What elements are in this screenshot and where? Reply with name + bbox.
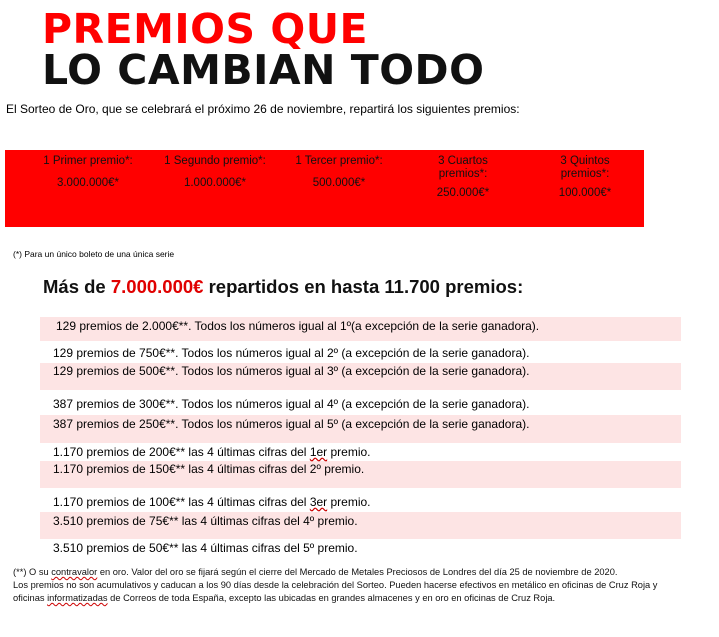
- prize-label: 1 Tercer premio*:: [295, 155, 383, 167]
- footnote-text: de Correos de toda España, excepto las ubicadas en grandes almacenes y en oro en oficinas de Cruz Roja.: [107, 593, 556, 603]
- prize-value: 250.000€*: [436, 187, 490, 200]
- headline: [43, 276, 523, 298]
- footnote-line2: Los premios no son acumulativos y caducan a los 90 días desde la celebración del Sorteo. Pueden hacerse efectivos en metálico en oficinas de Cruz Roja y: [13, 580, 658, 590]
- single-ticket-note: (*) Para un único boleto de una única serie: [13, 249, 175, 259]
- prize-row: 387 premios de 300€**. Todos los números igual al 4º (a excepción de la serie ganadora).: [53, 397, 530, 411]
- row-text-marked: 3er: [309, 495, 328, 509]
- footnote-text: en oro. Valor del oro se fijará según el cierre del Mercado de Metales Preciosos de Londres del día 25 de noviembre de 2020.: [97, 567, 618, 577]
- footnote-line3: [13, 593, 555, 603]
- prize-row: 129 premios de 500€**. Todos los números igual al 3º (a excepción de la serie ganadora).: [53, 364, 530, 378]
- prize-label: 1 Segundo premio*:: [164, 155, 266, 167]
- prize-first: [23, 155, 153, 190]
- headline-post: repartidos en hasta 11.700 premios:: [203, 276, 524, 297]
- page-title-line2: LO CAMBIAN TODO: [42, 46, 485, 94]
- row-text: premio.: [327, 445, 371, 459]
- prize-row: 129 premios de 750€**. Todos los números igual al 2º (a excepción de la serie ganadora).: [53, 346, 530, 360]
- footnote-line1: [13, 567, 617, 577]
- footnote-text-marked: informatizadas: [47, 593, 108, 603]
- footnote-text-marked: contravalor: [51, 567, 98, 577]
- prize-value: 1.000.000€*: [183, 177, 247, 190]
- prize-row: 387 premios de 250€**. Todos los números igual al 5º (a excepción de la serie ganadora).: [53, 417, 530, 431]
- prize-value: 100.000€*: [558, 187, 612, 200]
- footnote-text: oficinas: [13, 593, 48, 603]
- intro-text: El Sorteo de Oro, que se celebrará el próximo 26 de noviembre, repartirá los siguientes premios:: [6, 102, 520, 116]
- prize-value: 3.000.000€*: [56, 177, 120, 190]
- prize-fifth: [545, 155, 625, 201]
- row-text-marked: 1er: [309, 445, 328, 459]
- prize-label: 3 Cuartos premios*:: [438, 155, 488, 181]
- prize-row: 1.170 premios de 150€** las 4 últimas cifras del 2º premio.: [53, 462, 365, 476]
- page-title-line1: PREMIOS QUE: [42, 5, 368, 53]
- prize-row: [53, 445, 371, 459]
- prize-row: 129 premios de 2.000€**. Todos los números igual al 1º(a excepción de la serie ganadora).: [56, 319, 540, 333]
- prize-row: 3.510 premios de 50€** las 4 últimas cifras del 5º premio.: [53, 541, 358, 555]
- headline-amount: 7.000.000€: [110, 276, 204, 297]
- prize-label: 3 Quintos premios*:: [560, 155, 610, 181]
- prize-table: [5, 150, 644, 227]
- prize-fourth: [423, 155, 503, 201]
- row-text: 1.170 premios de 100€** las 4 últimas cifras del: [53, 495, 310, 509]
- prize-row: 3.510 premios de 75€** las 4 últimas cifras del 4º premio.: [53, 514, 358, 528]
- prize-second: [150, 155, 280, 190]
- footnote-text: (**) O su: [13, 567, 52, 577]
- prize-label: 1 Primer premio*:: [43, 155, 133, 167]
- prize-third: [274, 155, 404, 190]
- row-text: 1.170 premios de 200€** las 4 últimas cifras del: [53, 445, 310, 459]
- prize-row: [53, 495, 371, 509]
- prize-value: 500.000€*: [312, 177, 366, 190]
- headline-pre: Más de: [43, 276, 111, 297]
- row-text: premio.: [327, 495, 371, 509]
